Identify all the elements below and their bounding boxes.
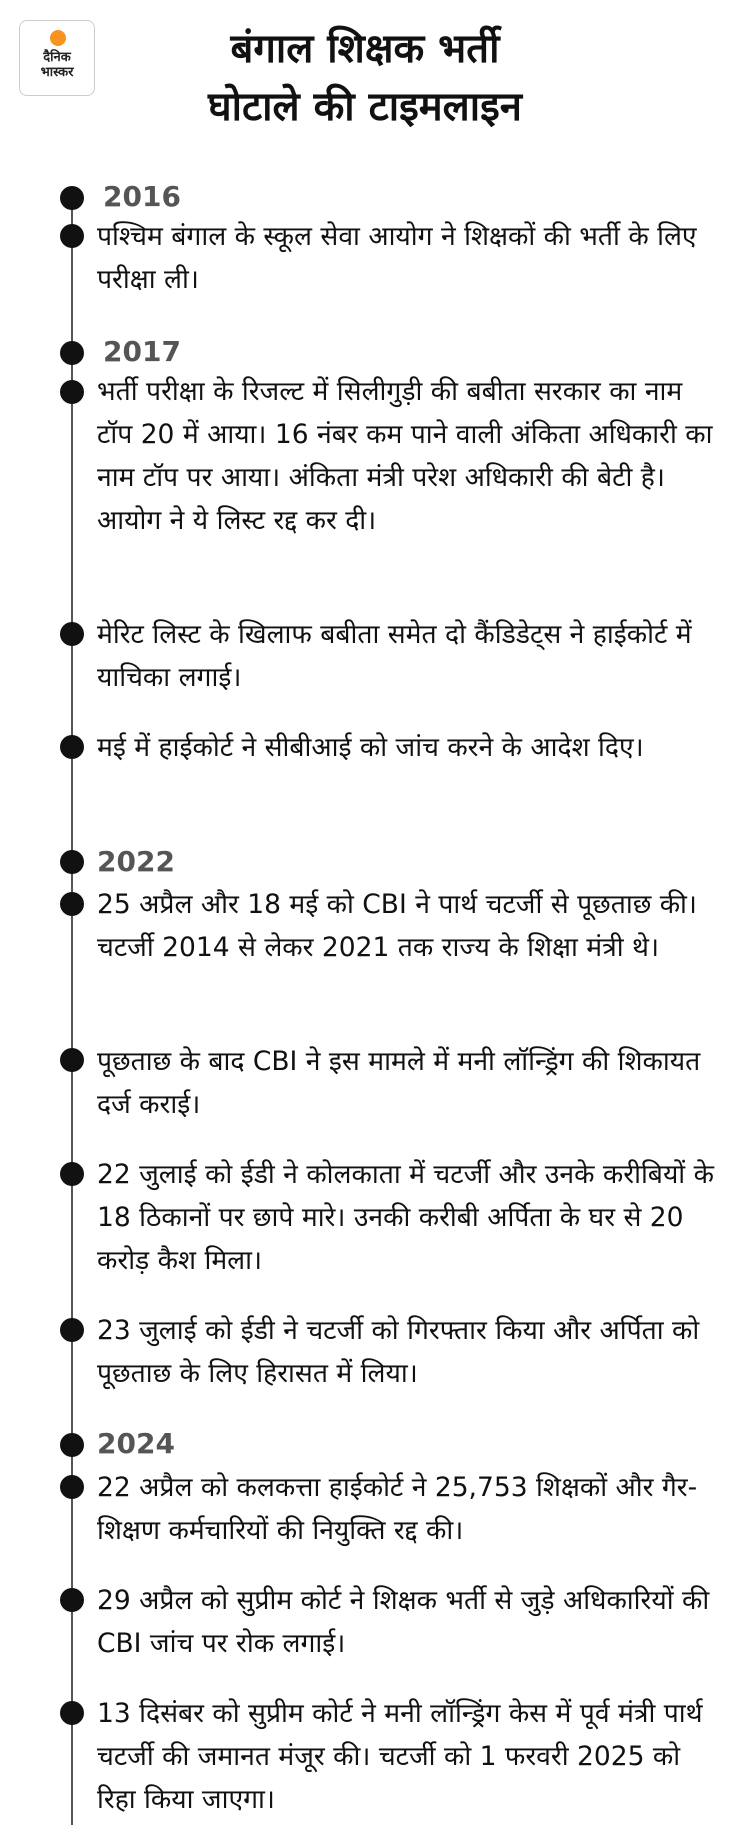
timeline-event: मेरिट लिस्ट के खिलाफ बबीता समेत दो कैंडिडेट्स ने हाईकोर्ट में याचिका लगाई। [97, 619, 692, 693]
timeline-line [71, 190, 73, 1825]
timeline-event: पूछताछ के बाद CBI ने इस मामले में मनी लॉन्ड्रिंग की शिकायत दर्ज कराई। [97, 1046, 701, 1120]
year-label-2024: 2024 [97, 1427, 175, 1460]
year-label-2022: 2022 [97, 845, 175, 878]
timeline-dot [60, 1048, 84, 1072]
logo-sun-icon [50, 30, 66, 46]
timeline-event: भर्ती परीक्षा के रिजल्ट में सिलीगुड़ी की बबीता सरकार का नाम टॉप 20 में आया। 16 नंबर कम पाने वाली अंकिता अधिकारी का नाम टॉप पर आया। अंकिता मंत्री परेश अधिकारी की बेटी है। आयोग ने ये लिस्ट रद्द कर दी। [97, 376, 713, 536]
page-title [110, 20, 620, 136]
timeline-dot [60, 186, 84, 210]
timeline-event: 29 अप्रैल को सुप्रीम कोर्ट ने शिक्षक भर्ती से जुड़े अधिकारियों की CBI जांच पर रोक लगाई। [97, 1585, 710, 1659]
year-label-2016: 2016 [103, 180, 181, 213]
timeline-dot [60, 850, 84, 874]
page-title-line2: घोटाले की टाइमलाइन [208, 84, 522, 130]
timeline-event: 25 अप्रैल और 18 मई को CBI ने पार्थ चटर्जी से पूछताछ की। चटर्जी 2014 से लेकर 2021 तक राज्य के शिक्षा मंत्री थे। [97, 889, 697, 963]
timeline-dot [60, 1433, 84, 1457]
timeline-dot [60, 341, 84, 365]
year-label-2017: 2017 [103, 335, 181, 368]
timeline-dot [60, 224, 84, 248]
timeline-event: 13 दिसंबर को सुप्रीम कोर्ट ने मनी लॉन्ड्रिंग केस में पूर्व मंत्री पार्थ चटर्जी की जमानत मंजूर की। चटर्जी को 1 फरवरी 2025 को रिहा किया जाएगा। [97, 1698, 703, 1815]
timeline-event: 23 जुलाई को ईडी ने चटर्जी को गिरफ्तार किया और अर्पिता को पूछताछ के लिए हिरासत में लिया। [97, 1315, 700, 1389]
timeline-dot [60, 1475, 84, 1499]
brand-logo [19, 20, 95, 96]
timeline-dot [60, 1162, 84, 1186]
timeline-dot [60, 1701, 84, 1725]
timeline-event: मई में हाईकोर्ट ने सीबीआई को जांच करने के आदेश दिए। [97, 732, 644, 763]
page-title-line1: बंगाल शिक्षक भर्ती [230, 26, 500, 72]
timeline-dot [60, 380, 84, 404]
logo-text-line1: दैनिक [43, 50, 71, 65]
timeline-event: 22 अप्रैल को कलकत्ता हाईकोर्ट ने 25,753 शिक्षकों और गैर-शिक्षण कर्मचारियों की नियुक्ति रद्द की। [97, 1472, 698, 1546]
timeline-dot [60, 892, 84, 916]
timeline-dot [60, 735, 84, 759]
timeline-dot [60, 1588, 84, 1612]
timeline-dot [60, 622, 84, 646]
timeline-event: पश्चिम बंगाल के स्कूल सेवा आयोग ने शिक्षकों की भर्ती के लिए परीक्षा ली। [97, 221, 697, 295]
logo-text-line2: भास्कर [40, 65, 74, 80]
timeline-event: 22 जुलाई को ईडी ने कोलकाता में चटर्जी और उनके करीबियों के 18 ठिकानों पर छापे मारे। उनकी करीबी अर्पिता के घर से 20 करोड़ कैश मिला। [97, 1159, 714, 1276]
timeline-dot [60, 1318, 84, 1342]
